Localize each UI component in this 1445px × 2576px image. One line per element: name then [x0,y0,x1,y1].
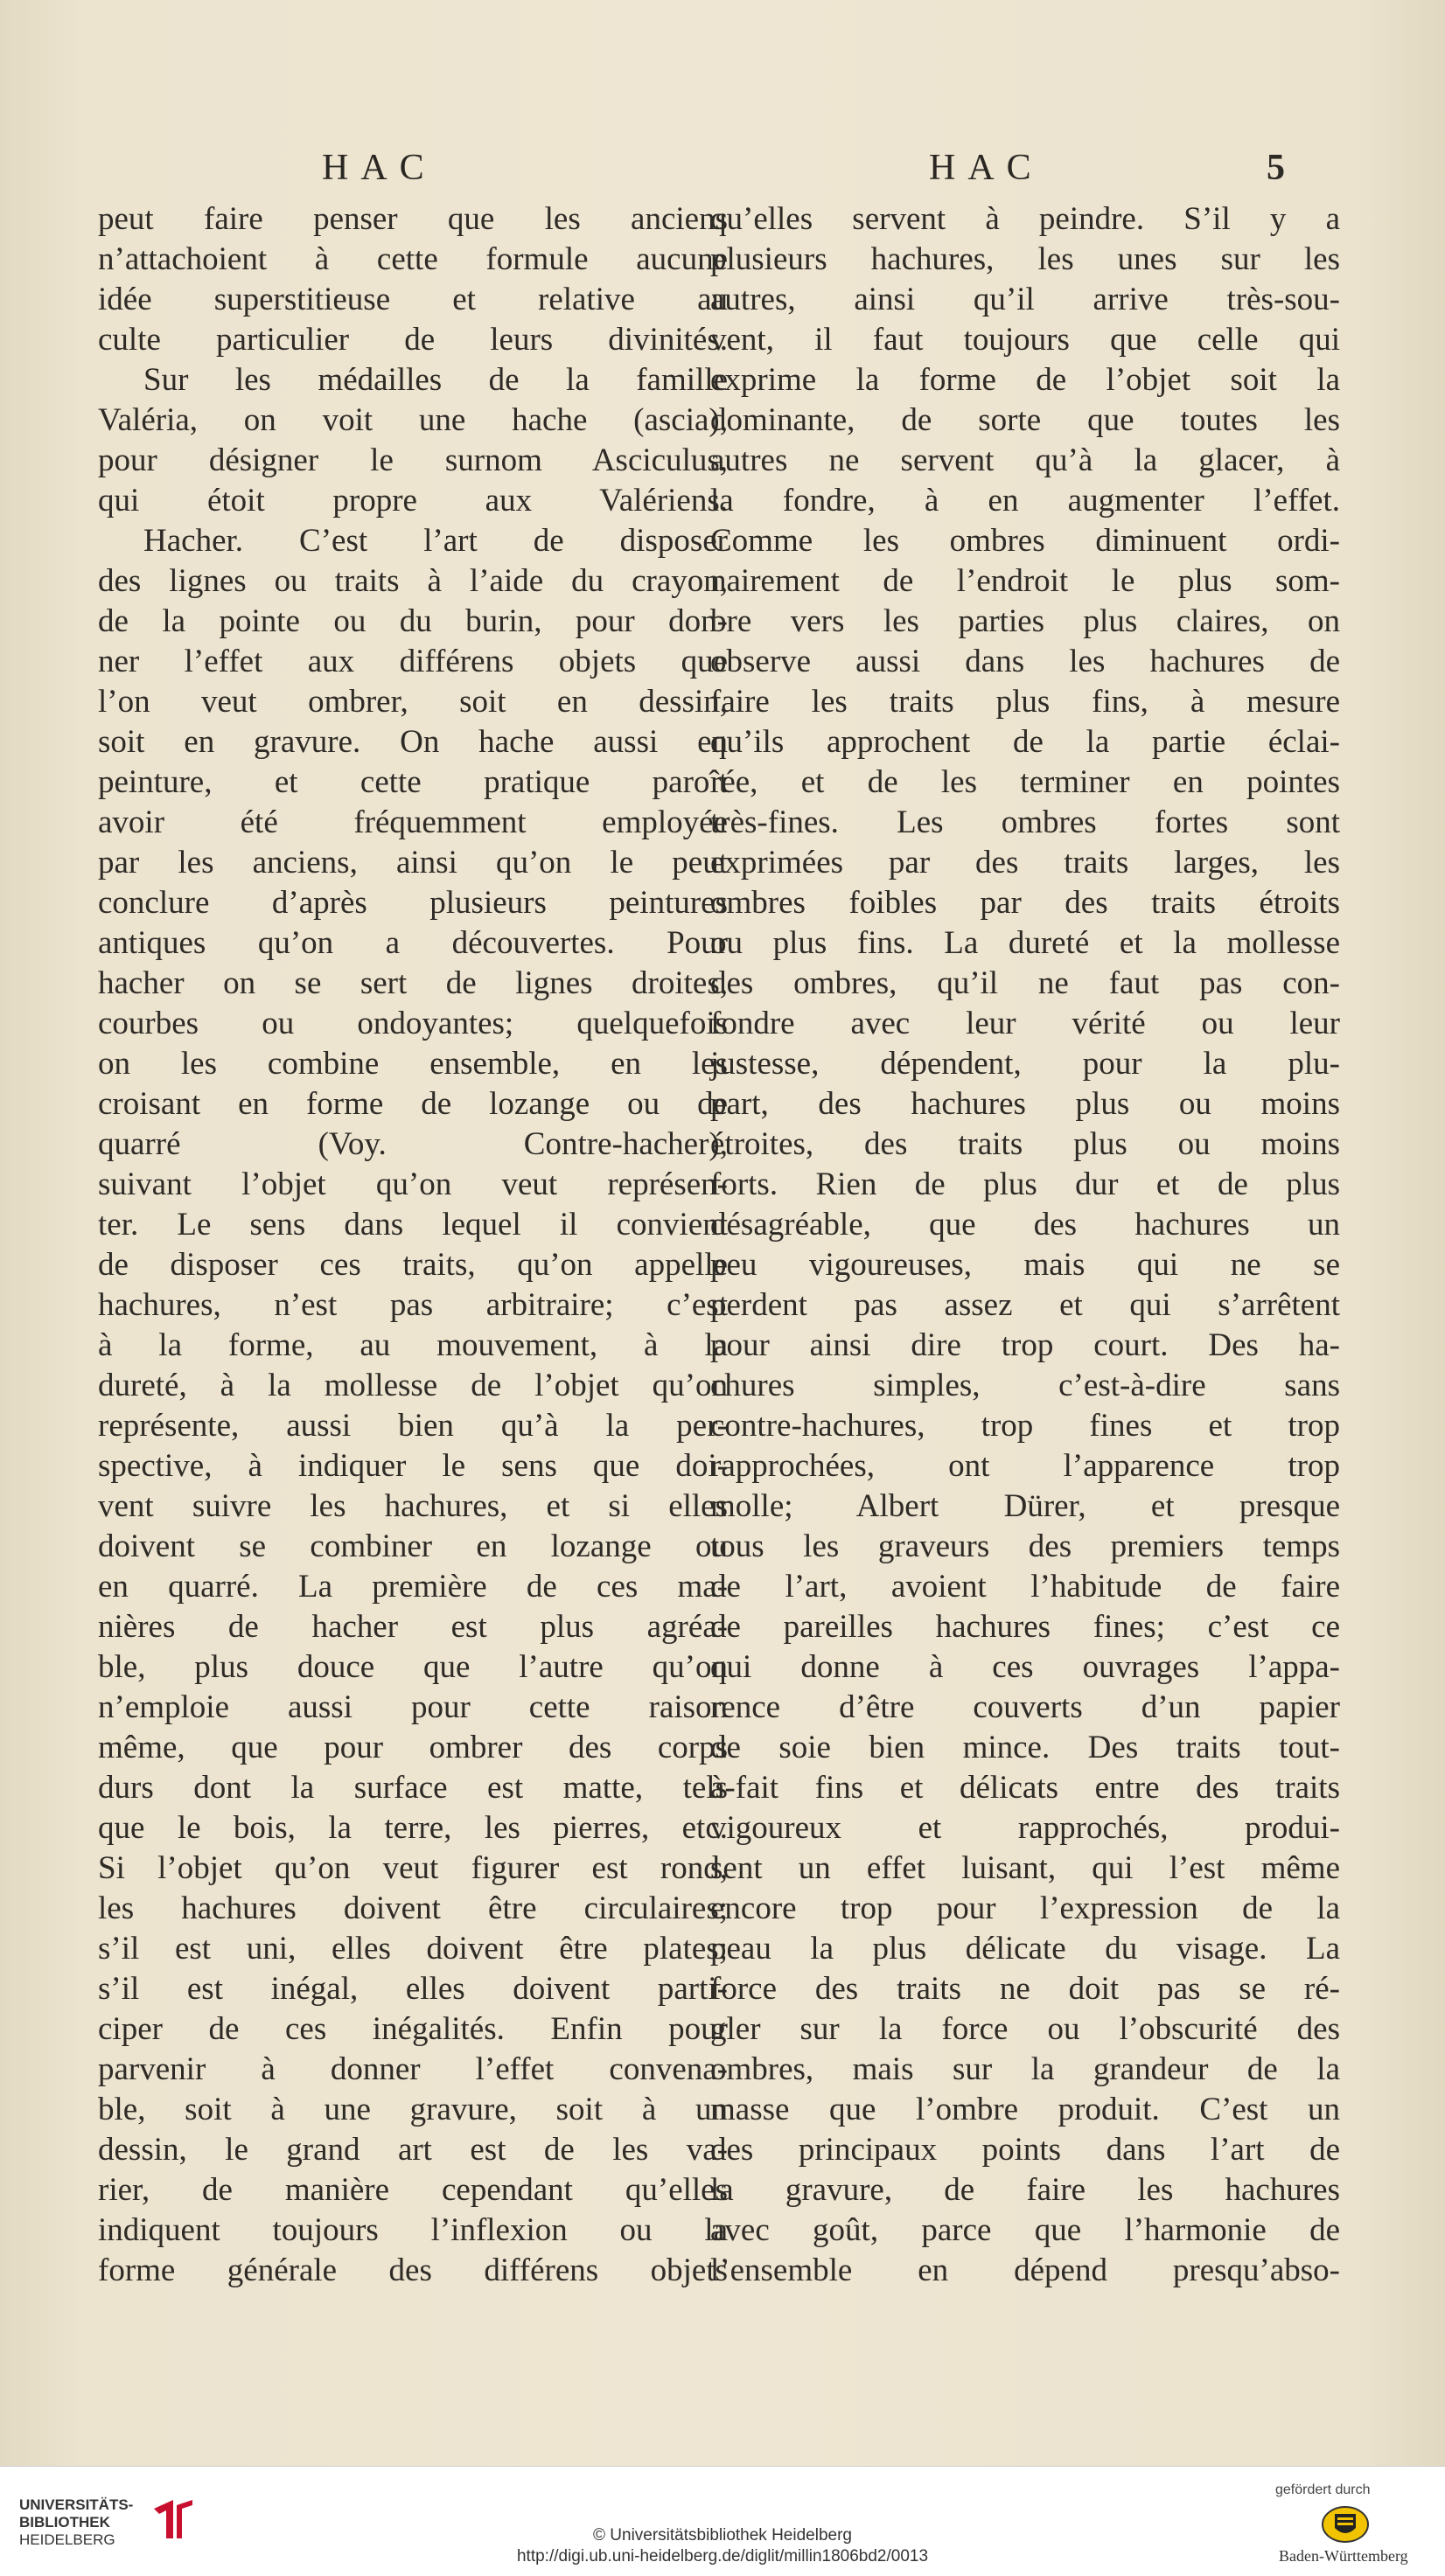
text-line: ble, soit à une gravure, soit à un [98,2092,728,2127]
text-line: dessin, le grand art est de les va- [98,2132,728,2168]
text-line: à la forme, au mouvement, à la [98,1327,728,1363]
text-line: plusieurs hachures, les unes sur les [710,241,1340,277]
text-line: rier, de manière cependant qu’elles [98,2172,728,2208]
library-name-line: BIBLIOTHEK [19,2514,110,2531]
text-line: des principaux points dans l’art de [710,2132,1340,2168]
copyright-notice: © Universitätsbibliothek Heidelberg [593,2526,852,2545]
text-line: en quarré. La première de ces ma- [98,1569,728,1605]
text-line: vent suivre les hachures, et si elles [98,1488,728,1524]
text-line: idée superstitieuse et relative au [98,282,728,317]
text-line: doivent se combiner en lozange ou [98,1528,728,1564]
page-number: 5 [1267,148,1285,188]
text-line: Sur les médailles de la famille [143,362,728,398]
text-line: n’attachoient à cette formule aucune [98,241,728,277]
text-line: chures simples, c’est-à-dire sans [710,1368,1340,1403]
sponsor-label: gefördert durch [1275,2482,1371,2497]
text-line: la gravure, de faire les hachures [710,2172,1340,2208]
text-line: même, que pour ombrer des corps [98,1730,728,1765]
text-line: de soie bien mince. Des traits tout- [710,1730,1340,1765]
text-line: masse que l’ombre produit. C’est un [710,2092,1340,2127]
text-line: soit en gravure. On hache aussi en [98,724,728,760]
text-line: des ombres, qu’il ne faut pas con- [710,965,1340,1001]
text-line: ombres foibles par des traits étroits [710,885,1340,921]
text-line: suivant l’objet qu’on veut représen- [98,1166,728,1202]
text-line: exprimées par des traits larges, les [710,845,1340,881]
baden-wuerttemberg-crest-icon[interactable] [1321,2505,1370,2544]
text-line: Comme les ombres diminuent ordi- [710,523,1340,559]
text-line: représente, aussi bien qu’à la per- [98,1408,728,1444]
text-line: ou plus fins. La dureté et la mollesse [710,925,1340,961]
text-line: la fondre, à en augmenter l’effet. [710,483,1340,519]
text-line: très-fines. Les ombres fortes sont [710,804,1340,840]
text-line: autres, ainsi qu’il arrive très-sou- [710,282,1340,317]
text-line: de la pointe ou du burin, pour don- [98,603,728,639]
text-line: fondre avec leur vérité ou leur [710,1006,1340,1041]
text-line: Hacher. C’est l’art de disposer [143,523,728,559]
text-line: ombres, mais sur la grandeur de la [710,2051,1340,2087]
text-line: avec goût, parce que l’harmonie de [710,2212,1340,2248]
text-line: quarré (Voy. Contre-hacher), [98,1126,728,1162]
text-line: gler sur la force ou l’obscurité des [710,2011,1340,2047]
text-line: étroites, des traits plus ou moins [710,1126,1340,1162]
text-line: qui donne à ces ouvrages l’appa- [710,1649,1340,1685]
text-line: qu’elles servent à peindre. S’il y a [710,201,1340,237]
text-line: l’ensemble en dépend presqu’abso- [710,2252,1340,2288]
text-line: l’on veut ombrer, soit en dessin, [98,684,728,720]
text-line: nières de hacher est plus agréa- [98,1609,728,1645]
text-line: courbes ou ondoyantes; quelquefois [98,1006,728,1041]
text-line: ble, plus douce que l’autre qu’on [98,1649,728,1685]
text-line: force des traits ne doit pas se ré- [710,1971,1340,2007]
text-line: pour ainsi dire trop court. Des ha- [710,1327,1340,1363]
text-line: autres ne servent qu’à la glacer, à [710,442,1340,478]
text-line: antiques qu’on a découvertes. Pour [98,925,728,961]
text-line: vigoureux et rapprochés, produi- [710,1810,1340,1846]
text-line: rapprochées, ont l’apparence trop [710,1448,1340,1484]
text-line: de l’art, avoient l’habitude de faire [710,1569,1340,1605]
running-head-right: HAC [929,148,1044,188]
text-line: peut faire penser que les anciens [98,201,728,237]
text-line: forme générale des différens objets [98,2252,728,2288]
text-line: de disposer ces traits, qu’on appelle [98,1247,728,1283]
text-line: encore trop pour l’expression de la [710,1890,1340,1926]
text-line: sent un effet luisant, qui l’est même [710,1850,1340,1886]
text-column-right [710,199,1340,2291]
text-line: croisant en forme de lozange ou de [98,1086,728,1122]
text-line: justesse, dépendent, pour la plu- [710,1046,1340,1082]
text-line: culte particulier de leurs divinités. [98,322,728,358]
text-line: observe aussi dans les hachures de [710,644,1340,679]
text-line: dominante, de sorte que toutes les [710,402,1340,438]
text-line: rée, et de les terminer en pointes [710,764,1340,800]
text-line: faire les traits plus fins, à mesure [710,684,1340,720]
text-line: on les combine ensemble, en les [98,1046,728,1082]
library-name-line: UNIVERSITÄTS- [19,2496,134,2513]
text-line: part, des hachures plus ou moins [710,1086,1340,1122]
text-line: de pareilles hachures fines; c’est ce [710,1609,1340,1645]
viewer-footer [0,2466,1445,2576]
text-line: désagréable, que des hachures un [710,1207,1340,1243]
text-column-left [98,199,728,2291]
text-line: s’il est inégal, elles doivent parti- [98,1971,728,2007]
text-line: forts. Rien de plus dur et de plus [710,1166,1340,1202]
text-line: ner l’effet aux différens objets que [98,644,728,679]
text-line: les hachures doivent être circulaires; [98,1890,728,1926]
text-line: n’emploie aussi pour cette raison [98,1689,728,1725]
text-line: tous les graveurs des premiers temps [710,1528,1340,1564]
text-line: Valéria, on voit une hache (ascia), [98,402,728,438]
text-line: rence d’être couverts d’un papier [710,1689,1340,1725]
text-line: nairement de l’endroit le plus som- [710,563,1340,599]
text-line: peu vigoureuses, mais qui ne se [710,1247,1340,1283]
text-line: par les anciens, ainsi qu’on le peut [98,845,728,881]
running-head-left: HAC [322,148,436,188]
text-line: avoir été fréquemment employée [98,804,728,840]
text-line: pour désigner le surnom Asciculus, [98,442,728,478]
text-line: des lignes ou traits à l’aide du crayon, [98,563,728,599]
text-line: peau la plus délicate du visage. La [710,1931,1340,1967]
sponsor-name: Baden-Württemberg [1279,2547,1408,2565]
text-line: perdent pas assez et qui s’arrêtent [710,1287,1340,1323]
text-line: contre-hachures, trop fines et trop [710,1408,1340,1444]
text-line: à-fait fins et délicats entre des traits [710,1770,1340,1806]
text-line: s’il est uni, elles doivent être plates; [98,1931,728,1967]
text-line: que le bois, la terre, les pierres, etc. [98,1810,728,1846]
text-line: ciper de ces inégalités. Enfin pour [98,2011,728,2047]
text-line: parvenir à donner l’effet convena- [98,2051,728,2087]
library-name-line: HEIDELBERG [19,2531,115,2548]
text-line: hachures, n’est pas arbitraire; c’est [98,1287,728,1323]
text-line: durs dont la surface est matte, tels [98,1770,728,1806]
text-line: bre vers les parties plus claires, on [710,603,1340,639]
text-line: conclure d’après plusieurs peintures [98,885,728,921]
text-line: molle; Albert Dürer, et presque [710,1488,1340,1524]
text-line: ter. Le sens dans lequel il convient [98,1207,728,1243]
text-line: dureté, à la mollesse de l’objet qu’on [98,1368,728,1403]
text-line: indiquent toujours l’inflexion ou la [98,2212,728,2248]
text-line: exprime la forme de l’objet soit la [710,362,1340,398]
text-line: peinture, et cette pratique paroît [98,764,728,800]
text-line: Si l’objet qu’on veut figurer est rond, [98,1850,728,1886]
permalink-url[interactable]: http://digi.ub.uni-heidelberg.de/diglit/millin1806bd2/0013 [516,2547,929,2566]
text-line: qui étoit propre aux Valériens. [98,483,728,519]
text-line: qu’ils approchent de la partie éclai- [710,724,1340,760]
text-line: spective, à indiquer le sens que doi- [98,1448,728,1484]
text-line: vent, il faut toujours que celle qui [710,322,1340,358]
text-line: hacher on se sert de lignes droites, [98,965,728,1001]
